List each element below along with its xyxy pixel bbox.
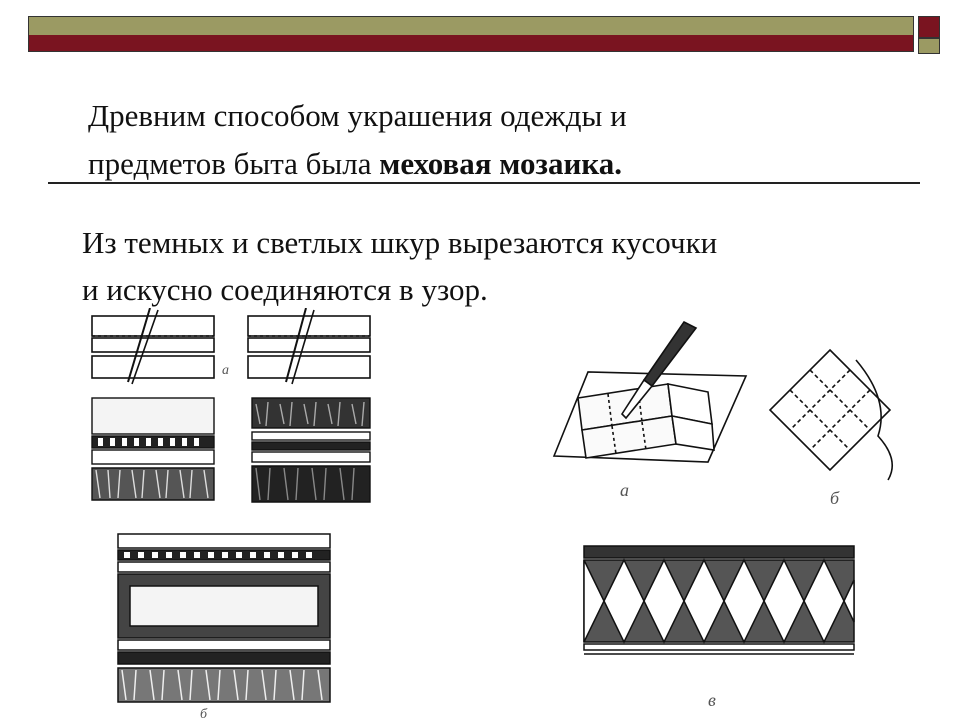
label-left-top: а bbox=[222, 363, 229, 378]
corner-olive-square bbox=[918, 38, 940, 54]
harlequin-border-illustration bbox=[578, 540, 860, 718]
horizontal-divider bbox=[48, 182, 920, 184]
corner-maroon-square bbox=[918, 16, 940, 38]
intro-line-1: Древним способом украшения одежды и bbox=[88, 98, 627, 133]
intro-bold-term: меховая мозаика. bbox=[379, 146, 622, 181]
label-left-bottom: б bbox=[200, 707, 208, 720]
top-decor-bar bbox=[28, 16, 914, 52]
top-olive-stripe bbox=[29, 17, 913, 35]
left-mosaic-panel bbox=[108, 530, 344, 720]
intro-line-2-start: предметов быта была bbox=[88, 146, 380, 181]
top-maroon-stripe bbox=[29, 35, 913, 51]
description-line-1: Из темных и светлых шкур вырезаются кусочки bbox=[82, 225, 718, 260]
description-line-2: и искусно соединяются в узор. bbox=[82, 272, 488, 307]
label-right-b: б bbox=[830, 488, 840, 508]
description-paragraph bbox=[82, 219, 902, 313]
diamond-grid-illustration bbox=[760, 340, 920, 510]
cutting-board-illustration bbox=[548, 316, 758, 502]
left-stitching-illustration bbox=[80, 308, 380, 520]
intro-paragraph bbox=[88, 92, 888, 188]
label-right-c: в bbox=[708, 690, 716, 710]
label-right-a: а bbox=[620, 480, 629, 500]
